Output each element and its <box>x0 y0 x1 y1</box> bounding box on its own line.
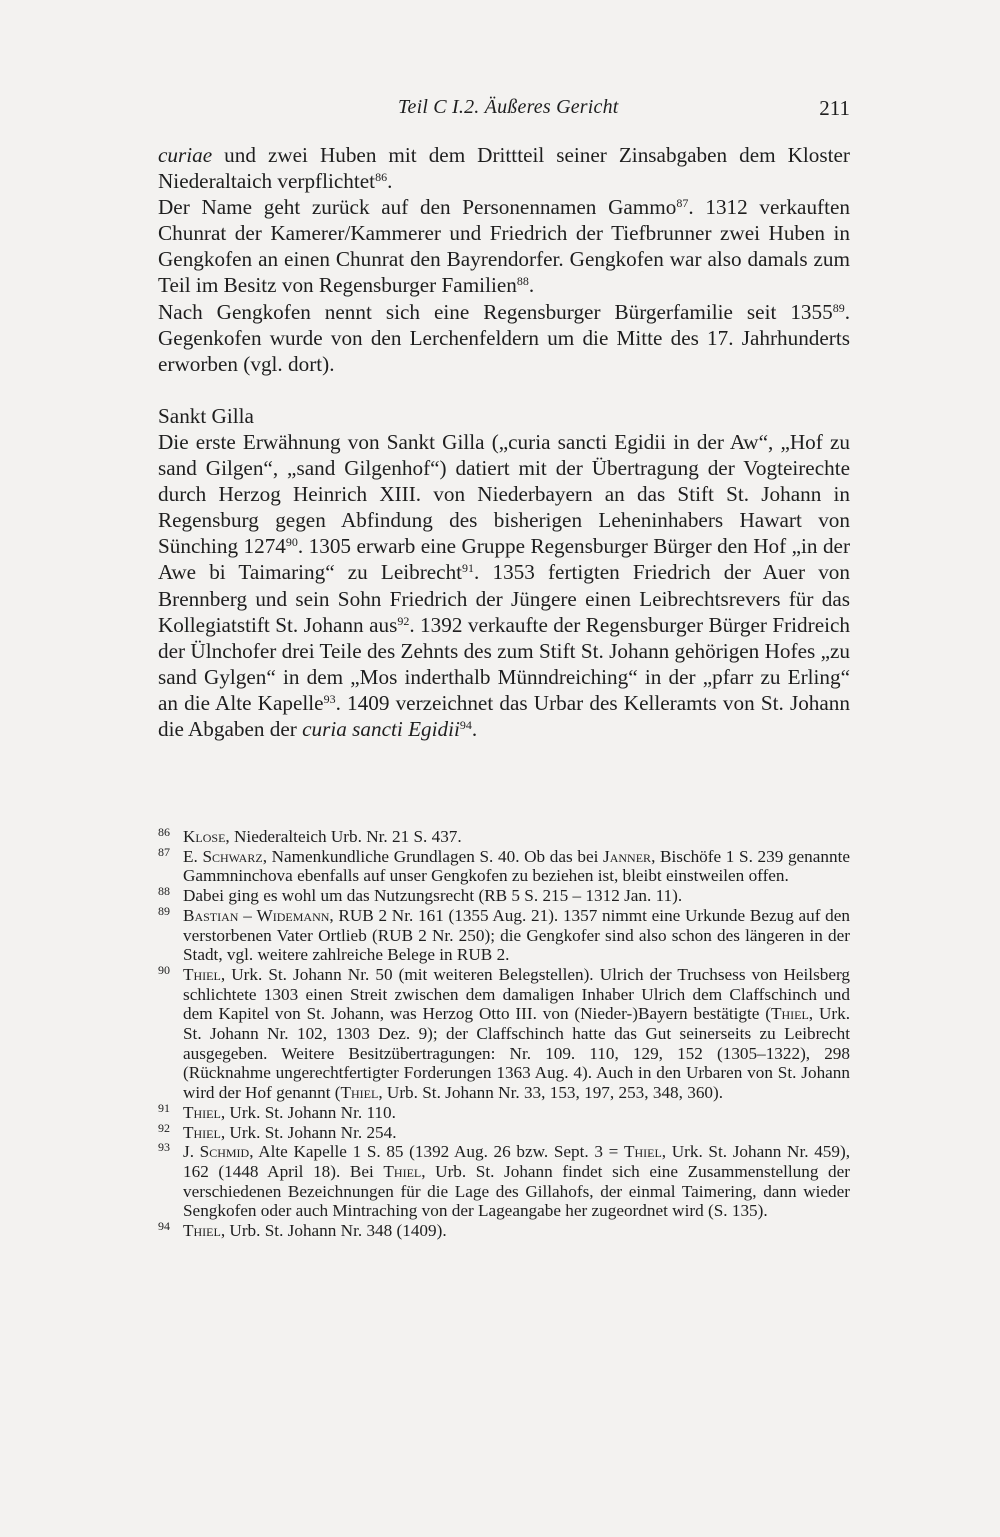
footnote-ref: 86 <box>375 170 388 185</box>
footnote-text: J. <box>183 1142 200 1162</box>
footnote-ref: 90 <box>285 535 298 550</box>
footnote-number: 91 <box>158 1100 170 1115</box>
text-run: . <box>387 169 393 194</box>
footnotes <box>158 827 850 1241</box>
footnote-86 <box>158 827 850 847</box>
main-text <box>158 142 850 742</box>
author-name: Thiel <box>183 1102 221 1122</box>
footnote-88 <box>158 886 850 906</box>
latin-term: curia sancti Egidii <box>302 716 460 741</box>
footnote-89 <box>158 903 850 965</box>
paragraph <box>158 142 850 194</box>
footnote-ref: 88 <box>516 274 529 289</box>
footnote-94 <box>158 1221 850 1241</box>
footnote-text: Dabei ging es wohl um das Nutzungsrecht (RB 5 S. 215 – 1312 Jan. 11). <box>183 886 683 906</box>
text-run: . 1392 verkaufte der Regensburger Bürger Fridreich der Ülnchofer drei Teile des Zehnts des zum Stift St. Johann gehörigen Hofes „zu sand Gylgen“ in dem „Mos inderthalb Münndreiching“ in der „pfarr zu Erling“ an die Alte Kapelle <box>158 612 850 715</box>
footnote-93 <box>158 1142 850 1221</box>
author-name: Thiel <box>183 1221 221 1241</box>
author-name: Schwarz <box>202 846 263 866</box>
text-run: . 1305 erwarb eine Gruppe Regensburger Bürger den Hof „in der Awe bi Taimaring“ zu Leibrecht <box>158 534 850 585</box>
author-name: Thiel <box>183 964 221 984</box>
text-run: . 1312 verkauften Chunrat der Kamerer/Kammerer und Friedrich der Tiefbrunner zwei Huben in Gengkofen an einen Chunrat den Bayrendorfer. Gengkofen war also damals zum Teil im Besitz von Regensburger Familien <box>158 195 850 298</box>
footnote-number: 93 <box>158 1140 170 1155</box>
section-heading: Sankt Gilla <box>158 403 254 428</box>
author-name: Thiel <box>383 1161 422 1181</box>
footnote-text: , Bischöfe 1 S. 239 genannte Gammninchova ebenfalls auf unser Gengkofen zu beziehen ist, bleibt einstweilen offen. <box>183 846 850 886</box>
paragraph <box>158 194 850 298</box>
page-header <box>158 96 850 126</box>
footnote-number: 89 <box>158 903 170 918</box>
footnote-ref: 92 <box>397 613 410 628</box>
footnote-ref: 89 <box>832 300 845 315</box>
footnote-text: , Urb. St. Johann findet sich eine Zusammenstellung der verschiedenen Bezeichnungen für die Lage des Gillahofs, der einmal Taimering, dann wieder Sengkofen oder auch Mintraching von der Lageangabe her zugeordnet wird (S. 135). <box>183 1161 850 1221</box>
page-number: 211 <box>819 96 850 120</box>
footnote-text: , Urk. St. Johann Nr. 110. <box>220 1102 396 1122</box>
footnote-text: E. <box>183 846 203 866</box>
author-name: Thiel <box>340 1083 379 1103</box>
footnote-text: , Urk. St. Johann Nr. 102, 1303 Dez. 9); der Claffschinch hatte das Gut seinerseits zu Leibrecht ausgegeben. Weitere Besitzübertragungen: Nr. 109. 110, 129, 152 (1305–1322), 298 (Rücknahme ungerechtfertigter Forderungen 1363 Aug. 4). Auch in den Urbaren von St. Johann wird der Hof genannt ( <box>183 1004 850 1103</box>
footnote-number: 90 <box>158 962 170 977</box>
author-name: Thiel <box>770 1004 809 1024</box>
text-run: . Gegenkofen wurde von den Lerchenfeldern um die Mitte des 17. Jahrhunderts erworben (vgl. dort). <box>158 299 850 376</box>
author-name: Janner <box>603 846 652 866</box>
footnote-87 <box>158 844 850 886</box>
footnote-text: , Urk. St. Johann Nr. 50 (mit weiteren Belegstellen). Ulrich der Truchsess von Heilsberg schlichtete 1303 einen Streit zwischen dem damaligen Inhaber Ulrich dem Claffschinch und dem Kapitel von St. Johann, was Herzog Otto III. von (Nieder-)Bayern bestätigte ( <box>183 964 850 1024</box>
footnote-text: , Urb. St. Johann Nr. 348 (1409). <box>220 1221 447 1241</box>
paragraph <box>158 429 850 742</box>
author-name: Bastian <box>183 905 239 925</box>
footnote-number: 92 <box>158 1120 170 1135</box>
text-run: . <box>471 716 478 741</box>
footnote-text: , Urb. St. Johann Nr. 33, 153, 197, 253, 348, 360). <box>378 1083 724 1103</box>
footnote-text: , Namenkundliche Grundlagen S. 40. Ob das bei <box>262 846 604 866</box>
footnote-92 <box>158 1120 850 1143</box>
text-run: . 1409 verzeichnet das Urbar des Kelleramts von St. Johann die Abgaben der <box>158 690 850 741</box>
footnote-91 <box>158 1100 850 1123</box>
author-name: Thiel <box>183 1122 221 1142</box>
running-title: Teil C I.2. Äußeres Gericht <box>398 96 619 118</box>
author-name: Schmid <box>199 1142 250 1162</box>
footnote-number: 94 <box>158 1219 170 1234</box>
footnote-90 <box>158 962 850 1103</box>
footnote-text: , Urk. St. Johann Nr. 459), 162 (1448 April 18). Bei <box>183 1142 850 1181</box>
footnote-text: , Niederalteich Urb. Nr. 21 S. 437. <box>225 827 462 846</box>
footnote-text: , Urk. St. Johann Nr. 254. <box>220 1122 397 1142</box>
footnote-number: 87 <box>158 844 170 859</box>
footnote-ref: 94 <box>459 717 472 732</box>
footnote-number: 86 <box>158 825 170 839</box>
text-run: . <box>528 273 535 298</box>
footnote-text: – <box>238 905 257 925</box>
text-run: Der Name geht zurück auf den Personennamen Gammo <box>158 195 677 220</box>
text-run: Die erste Erwähnung von Sankt Gilla („curia sancti Egidii in der Aw“, „Hof zu sand Gilgen“, „sand Gilgenhof“) datiert mit der Übertragung der Vogteirechte durch Herzog Heinrich XIII. von Niederbayern an das Stift St. Johann in Regensburg gegen Abfindung des bisherigen Leheninhabers Hawart von Sünching 1274 <box>158 429 850 559</box>
author-name: Widemann <box>256 905 330 925</box>
author-name: Klose <box>183 827 226 846</box>
footnote-ref: 91 <box>462 561 475 576</box>
text-run: und zwei Huben mit dem Drittteil seiner Zinsabgaben dem Kloster Niederaltaich verpflichtet <box>158 143 850 194</box>
footnote-ref: 87 <box>676 196 689 211</box>
footnote-text: , RUB 2 Nr. 161 (1355 Aug. 21). 1357 nimmt eine Urkunde Bezug auf den verstorbenen Vater Ortlieb (RUB 2 Nr. 250); die Gengkofer sind also schon des längeren in der Stadt, vgl. weitere zahlreiche Belege in RUB 2. <box>183 905 850 965</box>
text-run: . 1353 fertigten Friedrich der Auer von Brennberg und sein Sohn Friedrich der Jüngere einen Leibrechtsrevers für das Kollegiatstift St. Johann aus <box>158 560 850 637</box>
latin-term: curiae <box>158 143 213 167</box>
author-name: Thiel <box>623 1142 662 1162</box>
footnote-text: , Alte Kapelle 1 S. 85 (1392 Aug. 26 bzw. Sept. 3 = <box>249 1142 624 1162</box>
text-run: Nach Gengkofen nennt sich eine Regensburger Bürgerfamilie seit 1355 <box>158 299 833 324</box>
footnote-ref: 93 <box>323 691 336 706</box>
footnote-number: 88 <box>158 884 170 899</box>
paragraph <box>158 299 850 377</box>
